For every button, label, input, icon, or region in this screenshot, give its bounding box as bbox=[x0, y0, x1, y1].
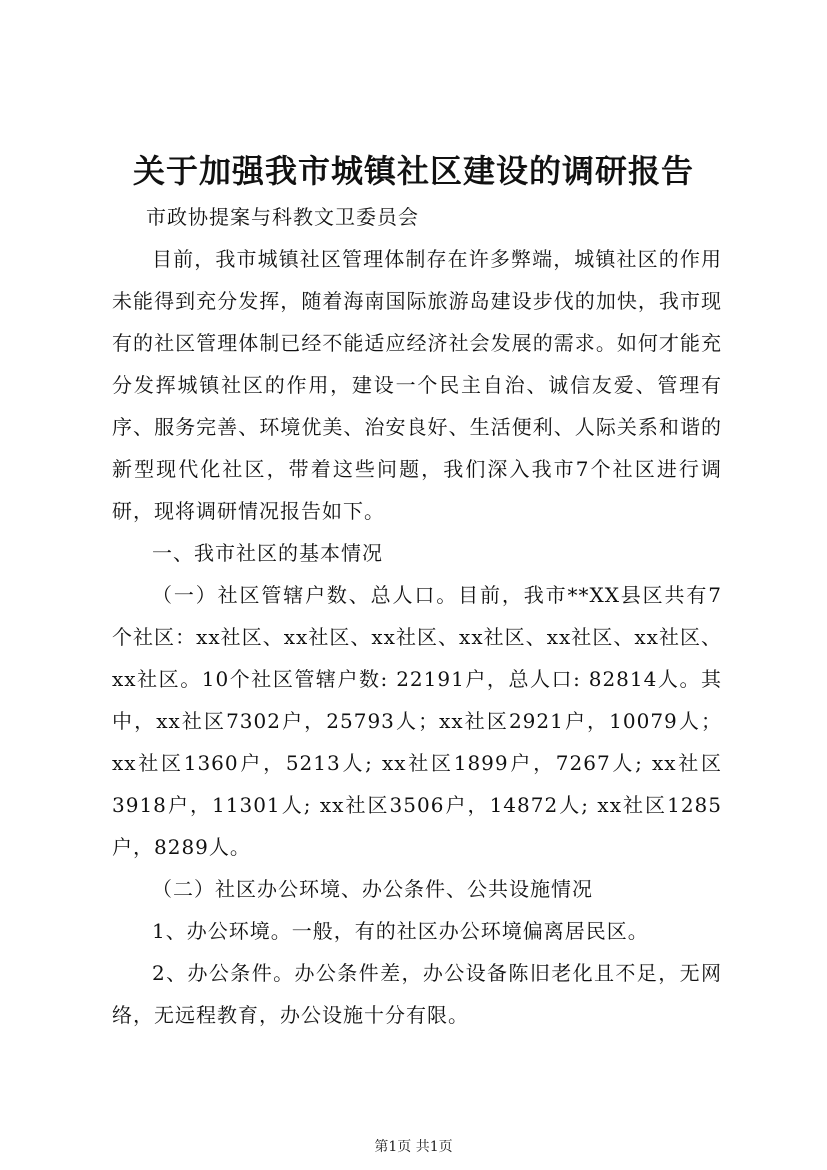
document-body bbox=[112, 196, 722, 1036]
paragraph-intro: 目前，我市城镇社区管理体制存在许多弊端，城镇社区的作用未能得到充分发挥，随着海南国际旅游岛建设步伐的加快，我市现有的社区管理体制已经不能适应经济社会发展的需求。如何才能充分发挥城镇社区的作用，建设一个民主自治、诚信友爱、管理有序、服务完善、环境优美、治安良好、生活便利、人际关系和谐的新型现代化社区，带着这些问题，我们深入我市7个社区进行调研，现将调研情况报告如下。 bbox=[112, 247, 722, 523]
author-line: 市政协提案与科教文卫委员会 bbox=[146, 205, 419, 229]
paragraph-households: （一）社区管辖户数、总人口。目前，我市**XX县区共有7个社区：xx社区、xx社区、xx社区、xx社区、xx社区、xx社区、xx社区。10个社区管辖户数: 22191户，总人口: 82814人。其中，xx社区7302户，25793人；xx社区2921户，10079人；xx社区1360户，5213人; xx社区1899户，7267人; xx社区3918户，11301人; xx社区3506户，14872人; xx社区1285户，8289人。 bbox=[112, 583, 722, 859]
paragraph-office-environment: 1、办公环境。一般，有的社区办公环境偏离居民区。 bbox=[152, 919, 649, 943]
section-heading-1: 一、我市社区的基本情况 bbox=[152, 541, 383, 565]
document-title: 关于加强我市城镇社区建设的调研报告 bbox=[132, 152, 694, 190]
page-footer: 第1页 共1页 bbox=[374, 1139, 453, 1155]
subsection-heading-2: （二）社区办公环境、办公条件、公共设施情况 bbox=[152, 877, 593, 901]
paragraph-office-conditions: 2、办公条件。办公条件差，办公设备陈旧老化且不足，无网络，无远程教育，办公设施十分有限。 bbox=[112, 961, 722, 1027]
